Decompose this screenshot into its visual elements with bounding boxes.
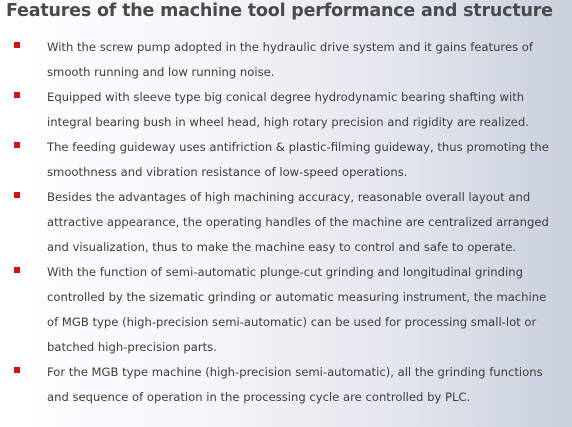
list-item-text: Besides the advantages of high machining accuracy, reasonable overall layout and attractive appearance, the operating handles of the machine are centralized arranged and visualization, thus to make the machine easy to control and safe to operate. (47, 190, 549, 254)
list-item (0, 360, 572, 410)
page-title: Features of the machine tool performance and structure (6, 1, 553, 21)
list-item-text: For the MGB type machine (high-precision semi-automatic), all the grinding functions and sequence of operation in the processing cycle are controlled by PLC. (47, 365, 543, 404)
red-square-bullet-icon (14, 42, 20, 48)
red-square-bullet-icon (14, 92, 20, 98)
red-square-bullet-icon (14, 367, 20, 373)
list-item (0, 85, 572, 135)
red-square-bullet-icon (14, 142, 20, 148)
features-list (0, 35, 572, 410)
list-item-text: With the function of semi-automatic plunge-cut grinding and longitudinal grinding controlled by the sizematic grinding or automatic measuring instrument, the machine of MGB type (high-precision semi-automatic) can be used for processing small-lot or batched high-precision parts. (47, 265, 547, 354)
list-item (0, 260, 572, 360)
list-item-text: With the screw pump adopted in the hydraulic drive system and it gains features of smooth running and low running noise. (47, 40, 533, 79)
list-item (0, 35, 572, 85)
list-item (0, 185, 572, 260)
list-item-text: Equipped with sleeve type big conical degree hydrodynamic bearing shafting with integral bearing bush in wheel head, high rotary precision and rigidity are realized. (47, 90, 529, 129)
list-item (0, 135, 572, 185)
list-item-text: The feeding guideway uses antifriction & plastic-filming guideway, thus promoting the smoothness and vibration resistance of low-speed operations. (47, 140, 549, 179)
red-square-bullet-icon (14, 267, 20, 273)
red-square-bullet-icon (14, 192, 20, 198)
